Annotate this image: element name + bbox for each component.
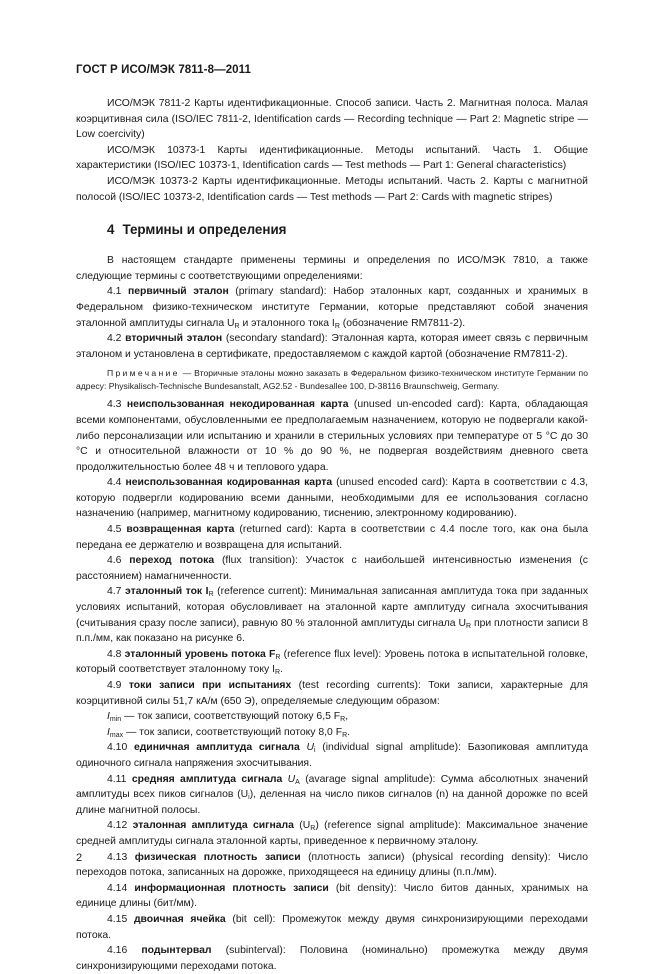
term-4-6: 4.6 переход потока (flux transition): Участок с наибольшей интенсивностью изменения (с расстоянием) намагниченности.	[76, 555, 588, 582]
section-number: 4	[107, 222, 115, 238]
term-4-7: 4.7 эталонный ток $I_R$ (reference current): Минимальная записанная амплитуда тока при заданных условиях испытаний, которая обусловливает на эталонной карте амплитуду сигнала эхосчитывания (считывания сразу после записи), равную 80 % эталонной амплитуды сигнала $U_R$ при плотности записи 8 п.п./мм, как показано на рисунке 6.	[76, 586, 589, 645]
term-4-4: 4.4 неиспользованная кодированная карта (unused encoded card): Карта в соответствии с 4.3, которую подвергли кодированию всеми данными, необходимыми для ее использования согласно назначению (например, магнитному кодированию, тиснению, электронному кодированию).	[76, 477, 589, 520]
note-label: Примечание	[107, 368, 180, 379]
term-name: вторичный эталон	[125, 333, 223, 345]
term-4-11: 4.11 средняя амплитуда сигнала $U_A$ (avarage signal amplitude): Сумма абсолютных значений амплитуды всех пиков сигналов $(U_i)$, деленная на число пиков сигналов (n) на данной дорожке по всей длине магнитной полосы.	[76, 773, 588, 816]
term-4-3: 4.3 неиспользованная некодированная карта (unused un-encoded card): Карта, обладающая всеми компонентами, обусловленными ее предполагаемым назначением, которую не подвергали какой-либо персонализации или испытанию и хранили в стерильных условиях при температуре от 5 °С до 30 °С и относительной влажности от 10 % до 90 %, не подвергая воздействиям дневного света продолжительностью более 48 ч и теплового удара.	[76, 399, 589, 473]
term-name: неиспользованная некодированная карта	[126, 399, 349, 411]
term-4-15: 4.15 двоичная ячейка (bit cell): Промежуток между двумя синхронизирующими переходами потока.	[76, 913, 588, 941]
term-4-9: 4.9 токи записи при испытаниях (test recording currents): Токи записи, характерные для коэрцитивной силы 51,7 кА/м (650 Э), определяемые следующим образом:	[76, 680, 589, 707]
term-4-5: 4.5 возвращенная карта (returned card): Карта в соответствии с 4.4 после того, как она была передана ее держателю и возвращена для испытаний.	[76, 524, 588, 551]
section-intro: В настоящем стандарте применены термины и определения по ИСО/МЭК 7810, а также следующие термины с соответствующими определениями:	[76, 255, 588, 282]
term-4-13: 4.13 физическая плотность записи (плотность записи) (physical recording density): Число переходов потока, записанных на дорожке, приходящееся на единицу длины (п.п./мм).	[76, 851, 588, 879]
term-name: физическая плотность записи	[134, 851, 301, 863]
note: Примечание — Вторичные эталоны можно заказать в Федеральном физико-техническом институте Германии по адресу: Physikalisch-Technische Bundesanstalt, AG2.52 - Bundesallee 100, D-38116 Braunschweig, Germany.	[76, 368, 588, 392]
term-4-12: 4.12 эталонная амплитуда сигнала $(U_R)$ (reference signal amplitude): Максимальное значение средней амплитуды сигнала эталонной карты, приведенное к первичному эталону.	[76, 820, 588, 847]
reference-10373-2: ИСО/МЭК 10373-2 Карты идентификационные. Методы испытаний. Часть 2. Карты с магнитной полосой (ISO/IEC 10373-2, Identification cards — Test methods — Part 2: Cards with magnetic stripes)	[76, 175, 588, 203]
current-max: $I_{max}$ — ток записи, соответствующий потоку 8,0 $F_R$.	[107, 726, 351, 739]
reference-7811-2: ИСО/МЭК 7811-2 Карты идентификационные. Способ записи. Часть 2. Магнитная полоса. Малая коэрцитивная сила (ISO/IEC 7811-2, Identification cards — Recording technique — Part 2: Magnetic stripe — Low coercivity)	[76, 98, 588, 141]
term-name: эталонная амплитуда сигнала	[132, 820, 294, 832]
term-4-1: 4.1 первичный эталон (primary standard): Набор эталонных карт, созданных и хранимых в Федеральном физико-техническом институте Германии, которые представляют собой значения эталонной амплитуды сигнала $U_R$ и эталонного тока $I_R$ (обозначение RM7811-2).	[76, 286, 588, 330]
term-name: переход потока	[129, 555, 215, 567]
term-name: единичная амплитуда сигнала	[133, 742, 300, 754]
term-name: подынтервал	[141, 945, 212, 957]
term-name: эталонный уровень потока F	[124, 648, 276, 660]
term-4-8: 4.8 эталонный уровень потока $F_R$ (reference flux level): Уровень потока в испытательной головке, который соответствует эталонному току $I_R$.	[76, 648, 588, 677]
term-4-2: 4.2 вторичный эталон (secondary standard): Эталонная карта, которая имеет связь с первичным эталоном и установлена в сертификате, предоставляемом с каждой картой (обозначение RM7811-2).	[76, 333, 589, 360]
term-name: первичный эталон	[127, 286, 229, 298]
section-heading	[107, 221, 588, 239]
term-4-14: 4.14 информационная плотность записи (bit density): Число битов данных, хранимых на единице длины (бит/мм).	[76, 882, 589, 910]
term-4-16: 4.16 подынтервал (subinterval): Половина (номинально) промежутка между двумя синхронизирующими переходами потока.	[76, 945, 589, 972]
term-name: эталонный ток I	[125, 586, 209, 598]
reference-10373-1: ИСО/МЭК 10373-1 Карты идентификационные. Методы испытаний. Часть 1. Общие характеристики (ISO/IEC 10373-1, Identification cards — Test methods — Part 1: General characteristics)	[76, 144, 588, 172]
term-name: возвращенная карта	[126, 524, 235, 536]
term-name: токи записи при испытаниях	[128, 680, 292, 691]
term-4-10: 4.10 единичная амплитуда сигнала $U_i$ (individual signal amplitude): Базопиковая амплитуда одиночного сигнала напряжения эхосчитывания.	[76, 742, 588, 769]
current-min: $I_{min}$ — ток записи, соответствующий потоку 6,5 $F_R$,	[107, 711, 349, 724]
standard-header: ГОСТ Р ИСО/МЭК 7811-8—2011	[76, 64, 252, 76]
page-number: 2	[76, 852, 83, 864]
term-name: неиспользованная кодированная карта	[125, 477, 333, 489]
section-title: Термины и определения	[122, 222, 287, 238]
term-name: двоичная ячейка	[133, 913, 226, 925]
page-content	[76, 96, 588, 974]
term-name: средняя амплитуда сигнала	[131, 773, 283, 785]
term-name: информационная плотность записи	[134, 882, 329, 894]
